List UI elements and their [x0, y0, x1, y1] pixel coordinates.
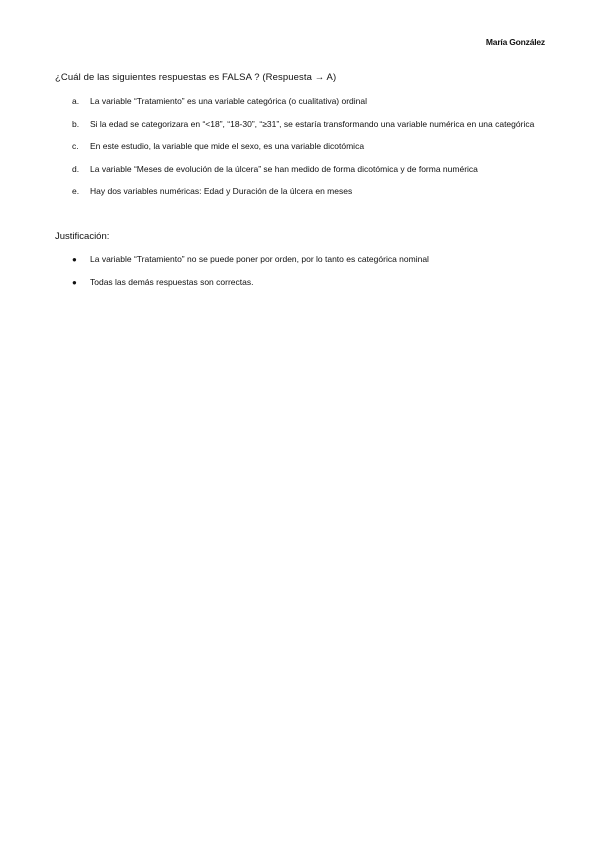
option-e	[72, 186, 545, 197]
author-name: María González	[485, 37, 545, 47]
option-c	[72, 141, 545, 152]
option-text: Hay dos variables numéricas: Edad y Duración de la úlcera en meses	[90, 186, 353, 196]
option-letter: b.	[72, 118, 80, 129]
justification-item	[72, 277, 545, 288]
answer-options-list	[72, 96, 545, 209]
justification-list	[72, 254, 545, 299]
option-b	[72, 119, 545, 130]
option-letter: a.	[72, 96, 80, 106]
justification-title: Justificación:	[55, 231, 110, 242]
option-letter: e.	[72, 186, 80, 196]
option-letter: c.	[72, 141, 79, 151]
option-letter: d.	[72, 163, 80, 174]
justification-text: La variable “Tratamiento” no se puede poner por orden, por lo tanto es categórica nominal	[90, 254, 429, 264]
bullet-icon: ●	[72, 277, 77, 287]
option-text: La variable “Tratamiento” es una variable categórica (o cualitativa) ordinal	[90, 96, 368, 106]
option-a	[72, 96, 545, 107]
option-text: Si la edad se categorizara en “<18”, “18-30”, “≥31”, se estaría transformando una variable numérica en una categórica	[90, 118, 535, 129]
bullet-icon: ●	[72, 255, 77, 264]
option-text: La variable “Meses de evolución de la úlcera” se han medido de forma dicotómica y de forma numérica	[90, 163, 478, 174]
justification-item	[72, 254, 545, 265]
option-d	[72, 164, 545, 175]
question-text: ¿Cuál de las siguientes respuestas es FALSA ? (Respuesta → A)	[55, 72, 337, 83]
justification-text: Todas las demás respuestas son correctas.	[90, 276, 254, 287]
option-text: En este estudio, la variable que mide el sexo, es una variable dicotómica	[90, 141, 365, 151]
